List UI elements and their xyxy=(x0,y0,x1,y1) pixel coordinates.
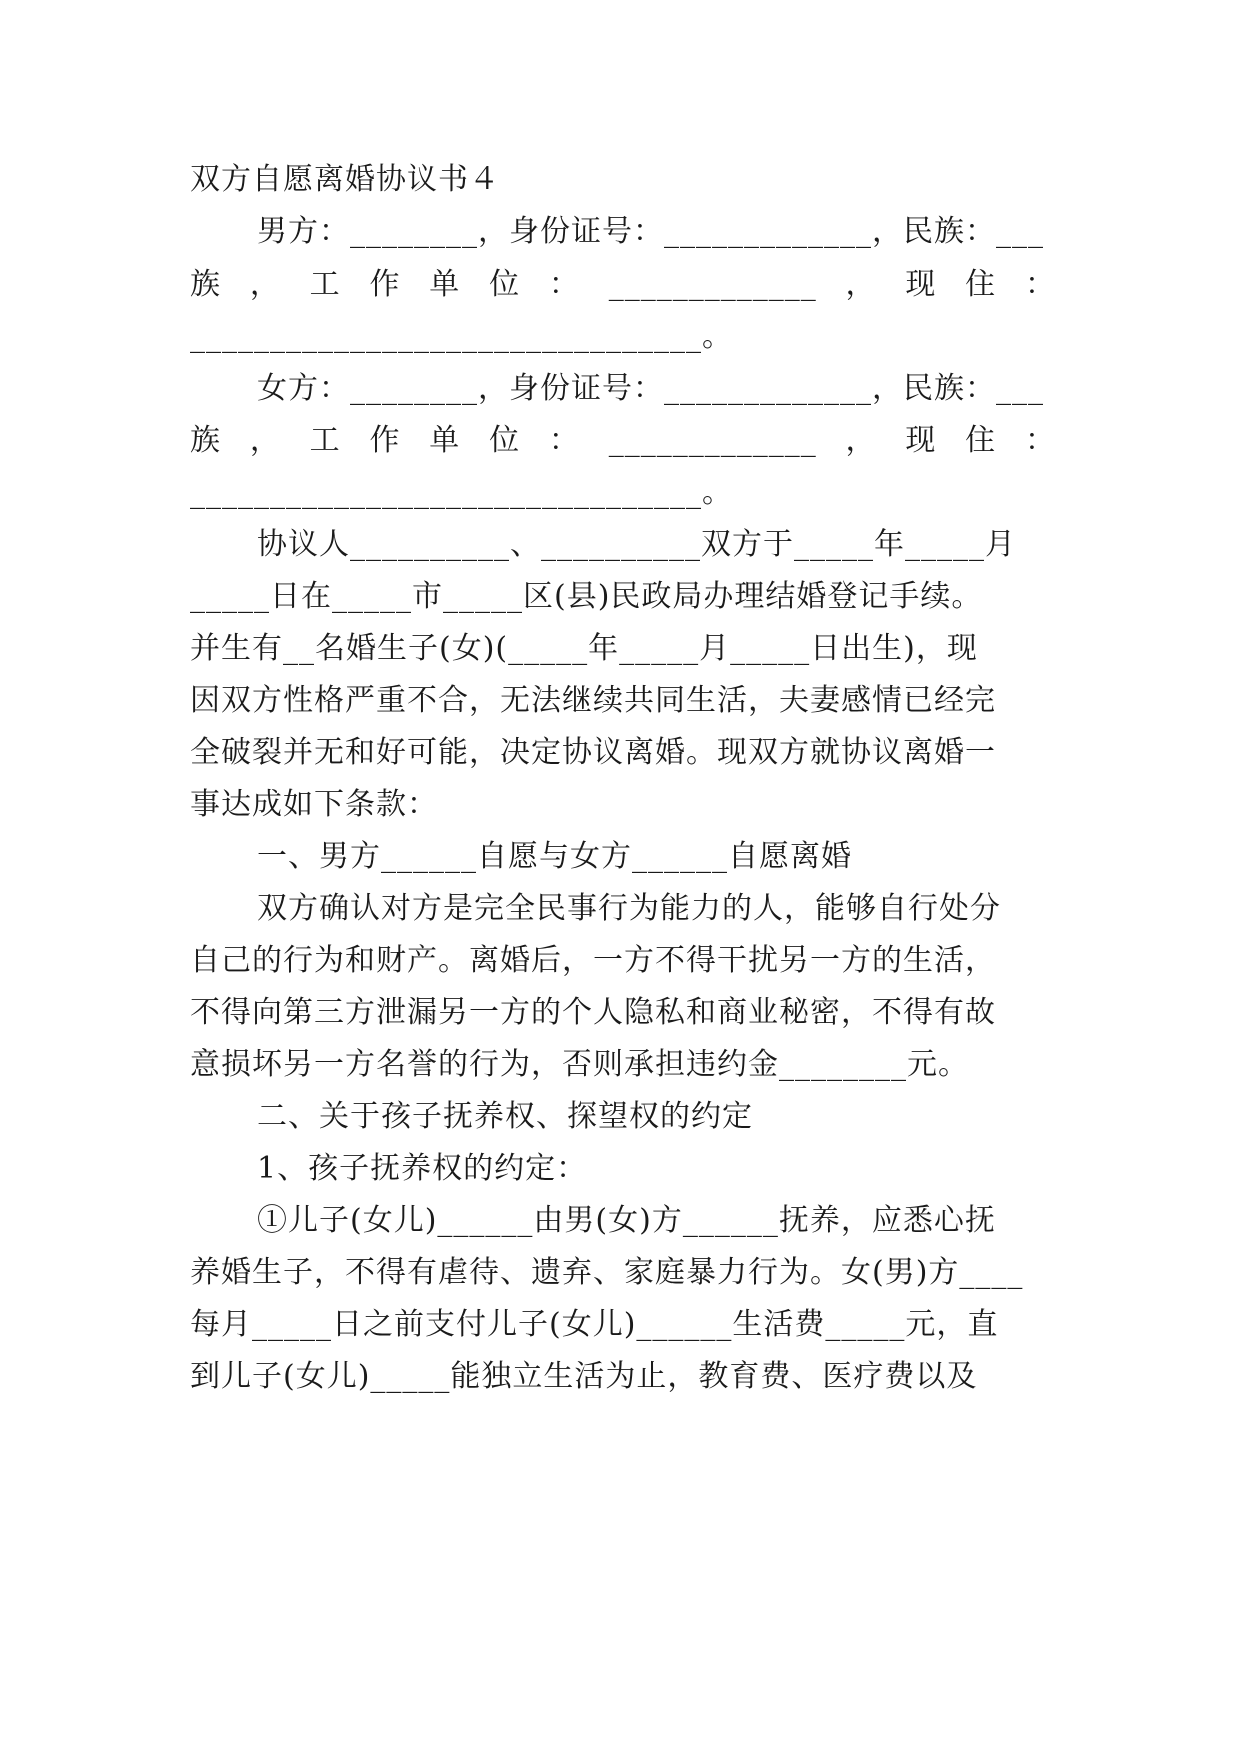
text-segment: 住 xyxy=(965,423,997,458)
text-segment: 现 xyxy=(905,423,937,458)
paragraph-line: 不得向第三方泄漏另一方的个人隐私和商业秘密，不得有故 xyxy=(190,995,996,1030)
man-address-line: ________________________________。 xyxy=(190,319,733,354)
text-segment: ： xyxy=(548,267,580,302)
text-segment: 族 xyxy=(190,423,221,458)
paragraph-line: ①儿子(女儿)______由男(女)方______抚养，应悉心抚 xyxy=(257,1203,996,1238)
text-segment: ， xyxy=(845,423,877,458)
paragraph-line: 每月_____日之前支付儿子(女儿)______生活费_____元，直 xyxy=(190,1307,999,1342)
text-segment: ： xyxy=(1024,423,1056,458)
woman-info-line: 女方：________，身份证号：_____________，民族：___ xyxy=(257,371,1044,406)
subsection-heading: 1、孩子抚养权的约定： xyxy=(257,1151,588,1186)
text-segment: ， xyxy=(249,423,281,458)
text-segment: 工 xyxy=(309,267,341,302)
text-segment: ， xyxy=(845,267,877,302)
man-info-line: 男方：________，身份证号：_____________，民族：___ xyxy=(257,214,1044,249)
woman-workplace-line xyxy=(190,421,1056,461)
paragraph-line: 养婚生子，不得有虐待、遗弃、家庭暴力行为。女(男)方____ xyxy=(190,1255,1024,1290)
text-segment: 作 xyxy=(369,267,401,302)
paragraph-line: 协议人__________、__________双方于_____年_____月 xyxy=(257,527,1016,562)
text-segment: 现 xyxy=(905,267,937,302)
text-segment: 作 xyxy=(369,423,401,458)
text-segment: 单 xyxy=(429,423,461,458)
text-segment: 位 xyxy=(489,423,521,458)
text-segment: ， xyxy=(249,267,281,302)
text-segment: _____________ xyxy=(608,423,817,458)
section-heading: 一、男方______自愿与女方______自愿离婚 xyxy=(257,839,852,874)
paragraph-line: 全破裂并无和好可能，决定协议离婚。现双方就协议离婚一 xyxy=(190,735,996,770)
paragraph-line: 到儿子(女儿)_____能独立生活为止，教育费、医疗费以及 xyxy=(190,1359,978,1394)
section-heading: 二、关于孩子抚养权、探望权的约定 xyxy=(257,1099,753,1134)
paragraph-line: 意损坏另一方名誉的行为，否则承担违约金________元。 xyxy=(190,1047,969,1082)
text-segment: 族 xyxy=(190,267,221,302)
paragraph-line: 并生有__名婚生子(女)(_____年_____月_____日出生)，现 xyxy=(190,631,978,666)
text-segment: 工 xyxy=(309,423,341,458)
text-segment: 单 xyxy=(429,267,461,302)
text-segment: 位 xyxy=(489,267,521,302)
paragraph-line: 因双方性格严重不合，无法继续共同生活，夫妻感情已经完 xyxy=(190,683,996,718)
document-title: 双方自愿离婚协议书４ xyxy=(190,162,500,197)
text-segment: ： xyxy=(1024,267,1056,302)
text-segment: _____________ xyxy=(608,267,817,302)
text-segment: ： xyxy=(548,423,580,458)
woman-address-line: ________________________________。 xyxy=(190,475,733,510)
text-segment: 住 xyxy=(965,267,997,302)
paragraph-line: 双方确认对方是完全民事行为能力的人，能够自行处分 xyxy=(257,891,1001,926)
man-workplace-line xyxy=(190,265,1056,305)
paragraph-line: 事达成如下条款： xyxy=(190,787,438,822)
paragraph-line: 自己的行为和财产。离婚后，一方不得干扰另一方的生活， xyxy=(190,943,996,978)
paragraph-line: _____日在_____市_____区(县)民政局办理结婚登记手续。 xyxy=(190,579,983,614)
